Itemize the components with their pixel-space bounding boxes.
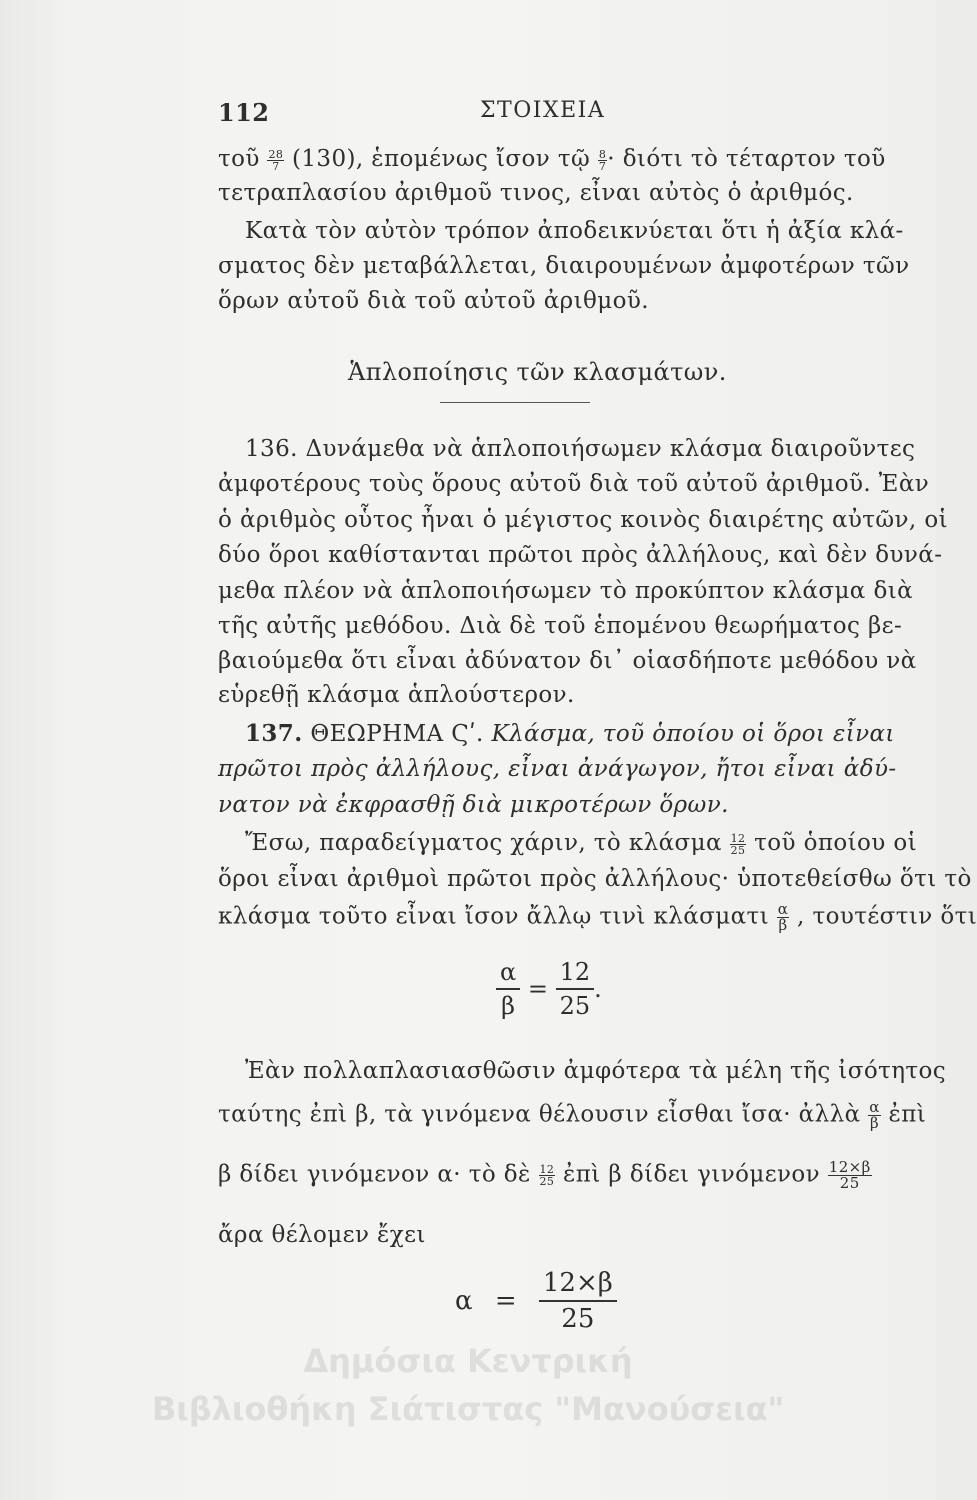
- text-line: πρῶτοι πρὸς ἀλλήλους, εἶναι ἀνάγωγον, ἤτοι εἶναι ἀδύ-: [218, 756, 897, 782]
- page-number: 112: [218, 98, 270, 127]
- text-line: ὁ ἀριθμὸς οὗτος ἦναι ὁ μέγιστος κοινὸς διαιρέτης αὐτῶν, οἱ: [218, 507, 949, 533]
- text-line: κλάσμα τοῦτο εἶναι ἴσον ἄλλῳ τινὶ κλάσματι $\frac{\alpha}{\beta}$ , τουτέστιν ὅτι: [218, 900, 977, 934]
- text-line: 136. Δυνάμεθα νὰ ἁπλοποιήσωμεν κλάσμα διαιροῦντες: [245, 436, 916, 462]
- text-line: ἀμφοτέρους τοὺς ὅρους αὐτοῦ διὰ τοῦ αὐτοῦ ἀριθμοῦ. Ἐὰν: [218, 471, 930, 497]
- running-title: ΣΤΟΙΧΕΙΑ: [480, 98, 606, 123]
- equation: $\frac{\alpha}{\beta}$ = $\frac{12}{25}$ .: [496, 958, 602, 1020]
- text-line: Κατὰ τὸν αὐτὸν τρόπον ἀποδεικνύεται ὅτι ἡ ἀξία κλά-: [245, 218, 904, 244]
- heading-rule: [440, 402, 590, 403]
- text-line: εὑρεθῇ κλάσμα ἁπλούστερον.: [218, 682, 575, 708]
- text-line: νατον νὰ ἐκφρασθῇ διὰ μικροτέρων ὅρων.: [218, 792, 729, 818]
- paragraph-number: 136.: [245, 436, 298, 462]
- text-line: τετραπλασίου ἀριθμοῦ τινος, εἶναι αὐτὸς ὁ ἀριθμός.: [218, 180, 854, 206]
- text-line: ὅρων αὐτοῦ διὰ τοῦ αὐτοῦ ἀριθμοῦ.: [218, 288, 649, 314]
- equation: α = $\frac{12\times\beta}{25}$: [455, 1268, 617, 1334]
- text-line: βαιούμεθα ὅτι εἶναι ἀδύνατον δι᾽ οἱασδήποτε μεθόδου νὰ: [218, 648, 917, 674]
- text-line: ὅροι εἶναι ἀριθμοὶ πρῶτοι πρὸς ἀλλήλους· ὑποτεθείσθω ὅτι τὸ: [218, 866, 972, 892]
- text-line: σματος δὲν μεταβάλλεται, διαιρουμένων ἀμφοτέρων τῶν: [218, 253, 910, 279]
- library-watermark: Δημόσια Κεντρική: [303, 1342, 633, 1380]
- text-line: τῆς αὐτῆς μεθόδου. Διὰ δὲ τοῦ ἑπομένου θεωρήματος βε-: [218, 613, 903, 639]
- section-heading: Ἁπλοποίησις τῶν κλασμάτων.: [348, 358, 727, 386]
- text-line: τοῦ $\frac{28}{7}$ (130), ἑπομένως ἴσον τῷ $\frac{8}{7}$ · διότι τὸ τέταρτον τοῦ: [218, 146, 886, 173]
- paragraph-number: 137.: [245, 720, 303, 747]
- text-line: β δίδει γινόμενον α· τὸ δὲ $\frac{12}{25}$ ἐπὶ β δίδει γινόμενον $\frac{12\times\beta}{25}$: [218, 1158, 871, 1192]
- text-line: ἄρα θέλομεν ἔχει: [218, 1222, 426, 1248]
- library-watermark: Βιβλιοθήκη Σιάτιστας "Μανούσεια": [151, 1390, 785, 1428]
- text-line: Ἔσω, παραδείγματος χάριν, τὸ κλάσμα $\frac{12}{25}$ τοῦ ὁποίου οἱ: [245, 830, 918, 857]
- text-line: 137. ΘΕΩΡΗΜΑ Ϛʹ. Κλάσμα, τοῦ ὁποίου οἱ ὅροι εἶναι: [245, 720, 895, 747]
- text-line: μεθα πλέον νὰ ἁπλοποιήσωμεν τὸ προκύπτον κλάσμα διὰ: [218, 578, 914, 604]
- text-line: δύο ὅροι καθίστανται πρῶτοι πρὸς ἀλλήλους, καὶ δὲν δυνά-: [218, 542, 943, 568]
- theorem-label: ΘΕΩΡΗΜΑ Ϛʹ.: [310, 721, 484, 747]
- text-line: Ἐὰν πολλαπλασιασθῶσιν ἀμφότερα τὰ μέλη τῆς ἰσότητος: [245, 1058, 947, 1084]
- text-line: ταύτης ἐπὶ β, τὰ γινόμενα θέλουσιν εἶσθαι ἴσα· ἀλλὰ $\frac{\alpha}{\beta}$ ἐπὶ: [218, 1098, 927, 1132]
